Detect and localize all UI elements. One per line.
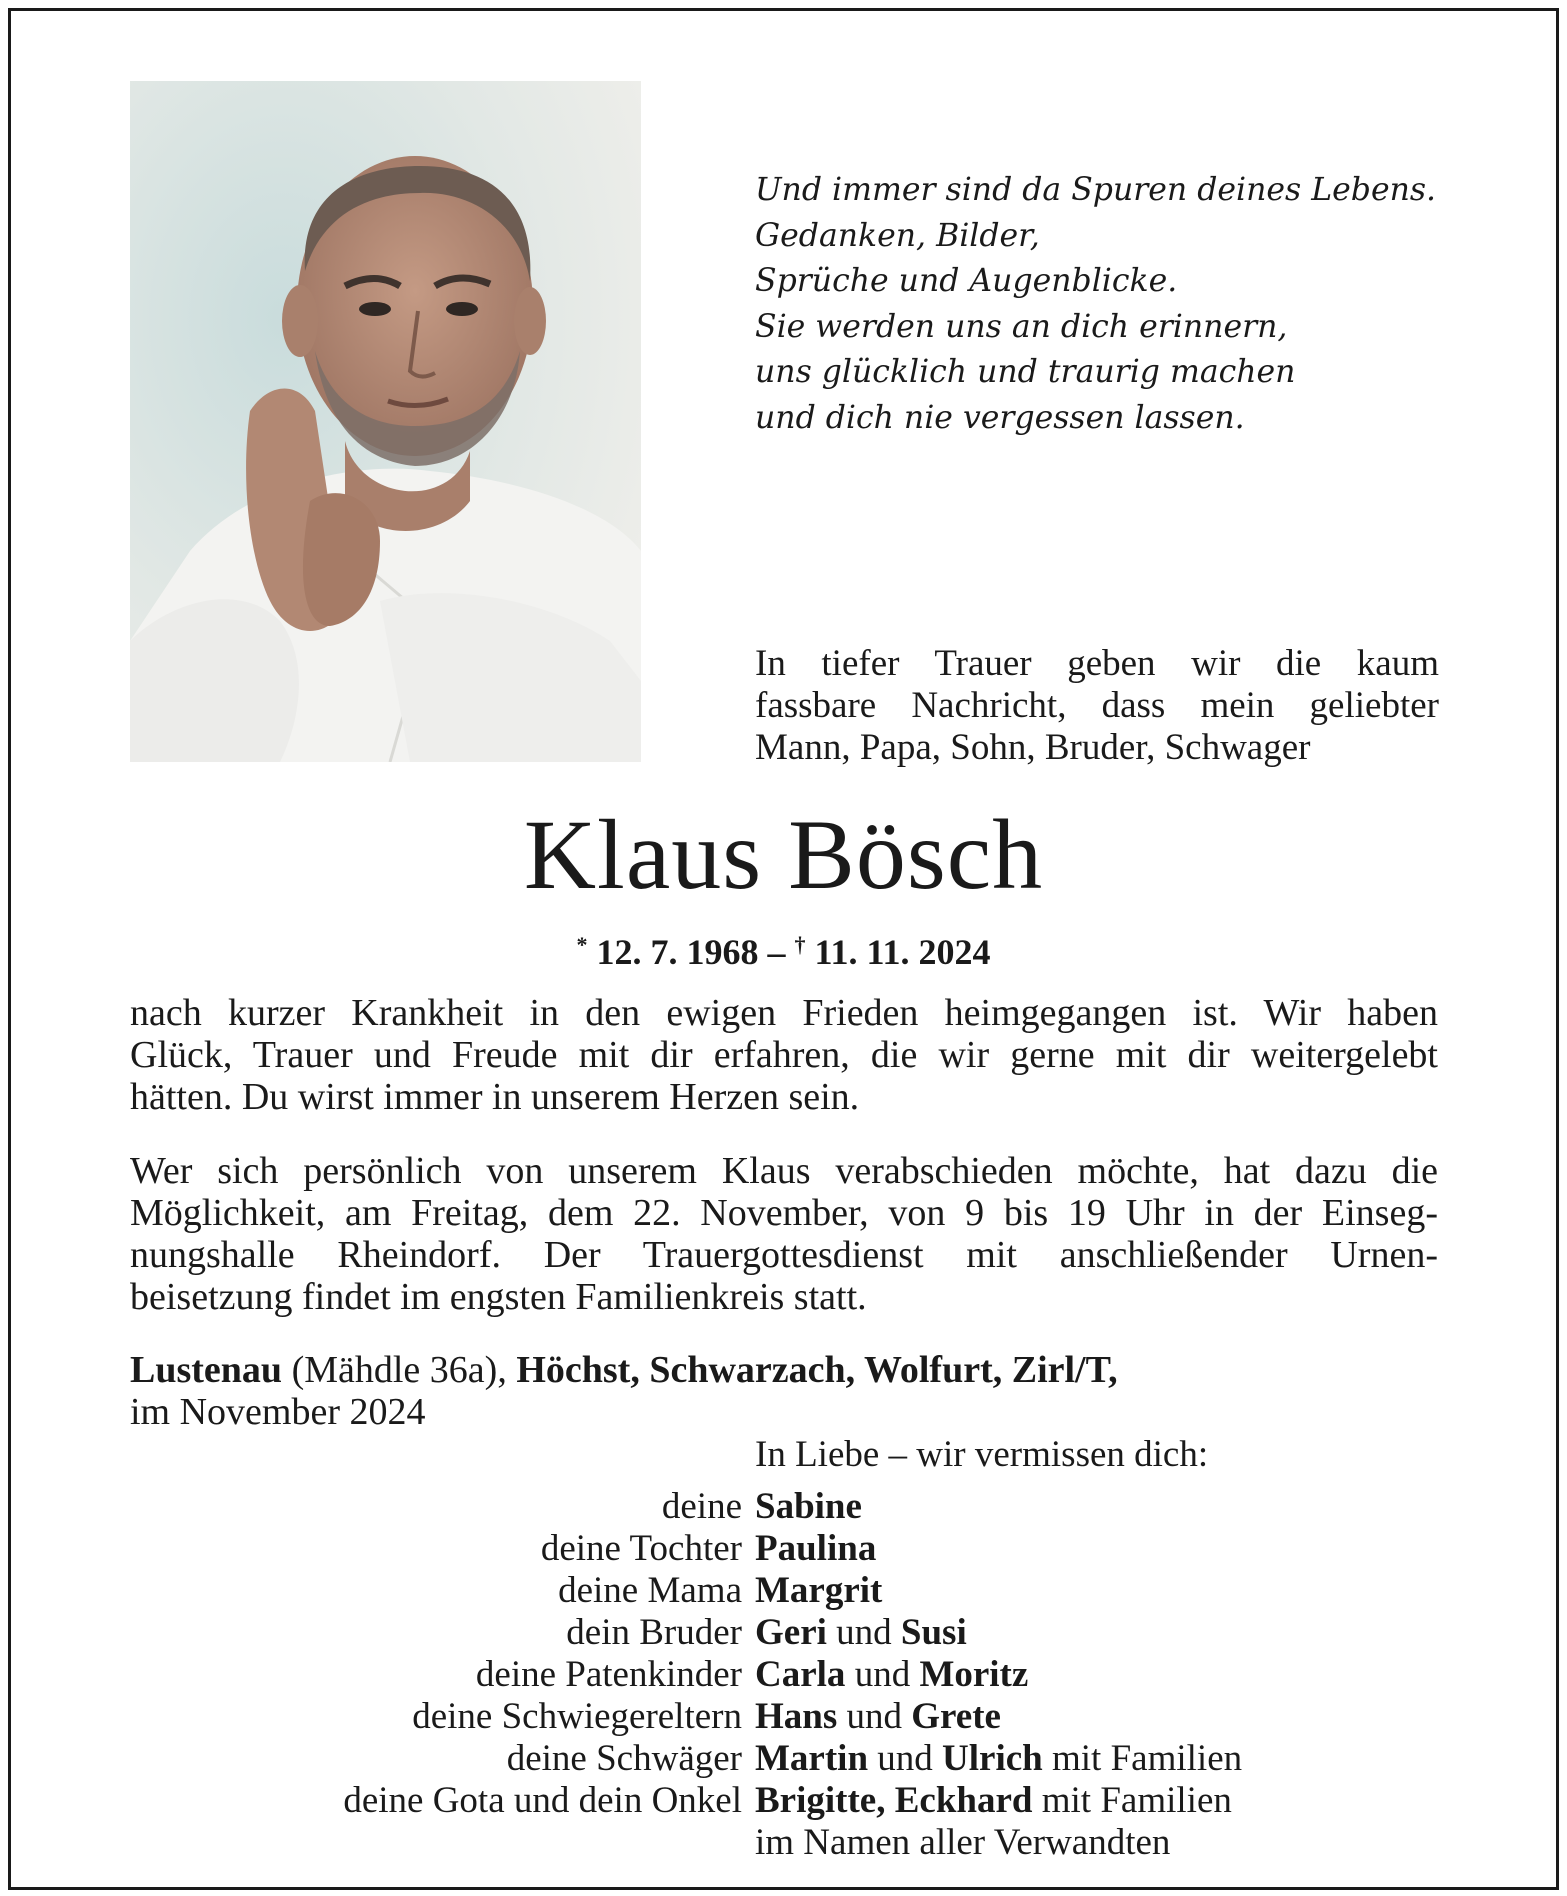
- mourner-row: [130, 1486, 1460, 1528]
- poem-line: und dich nie vergessen lassen.: [755, 399, 1245, 436]
- poem-line: Und immer sind da Spuren deines Lebens.: [755, 172, 1437, 208]
- birth-date: 12. 7. 1968: [596, 932, 759, 972]
- date-separator: –: [767, 932, 786, 972]
- mourner-relation: deine Gota und dein Onkel: [343, 1780, 742, 1821]
- paragraph-line: hätten. Du wirst immer in unserem Herzen sein.: [130, 1076, 860, 1118]
- mourners-list: [130, 1486, 1460, 1822]
- mourner-relation: deine Schwäger: [506, 1738, 742, 1779]
- mourner-connector: und: [868, 1738, 943, 1779]
- mourner-names: [755, 1486, 1460, 1528]
- mourner-relation: deine Mama: [558, 1570, 742, 1611]
- poem-line: Gedanken, Bilder,: [755, 217, 1040, 254]
- mourner-connector: mit Familien: [1032, 1780, 1232, 1821]
- mourner-row: [130, 1738, 1460, 1780]
- in-love-heading: In Liebe – wir vermissen dich:: [755, 1434, 1209, 1475]
- paragraph-line: Möglichkeit, am Freitag, dem 22. November, von 9 bis 19 Uhr in der Einseg-: [130, 1192, 1438, 1234]
- notice-date: im November 2024: [130, 1391, 426, 1433]
- place-others: Höchst, Schwarzach, Wolfurt, Zirl/T,: [516, 1349, 1118, 1391]
- paragraph-line: Glück, Trauer und Freude mit dir erfahren, die wir gerne mit dir weitergelebt: [130, 1034, 1438, 1076]
- place-address: (Mähdle 36a),: [291, 1349, 507, 1391]
- mourner-name: Carla: [755, 1654, 846, 1695]
- mourner-name: Paulina: [755, 1528, 877, 1569]
- mourner-relation: deine Patenkinder: [475, 1654, 742, 1695]
- closing-line: im Namen aller Verwandten: [755, 1822, 1171, 1863]
- poem-line: uns glücklich und traurig machen: [755, 354, 1296, 390]
- portrait-illustration: [130, 81, 641, 762]
- place-line: [130, 1349, 1438, 1391]
- mourner-name: Grete: [911, 1696, 1001, 1737]
- mourner-row: [130, 1570, 1460, 1612]
- mourner-row: [130, 1528, 1460, 1570]
- mourner-names: [755, 1570, 1460, 1612]
- birth-symbol: *: [576, 932, 588, 957]
- mourner-name: Margrit: [755, 1570, 883, 1611]
- mourner-row: [130, 1612, 1460, 1654]
- paragraph-line: nach kurzer Krankheit in den ewigen Frieden heimgegangen ist. Wir haben: [130, 992, 1438, 1034]
- mourner-name: Ulrich: [942, 1738, 1043, 1779]
- mourner-names: [755, 1780, 1460, 1822]
- mourner-names: [755, 1696, 1460, 1738]
- paragraph-line: beisetzung findet im engsten Familienkreis statt.: [130, 1276, 867, 1318]
- mourner-name: Geri: [755, 1612, 827, 1653]
- poem-line: Sprüche und Augenblicke.: [755, 263, 1178, 299]
- mourner-name: Martin: [755, 1738, 869, 1779]
- intro-line: Mann, Papa, Sohn, Bruder, Schwager: [755, 727, 1311, 768]
- portrait-photo: [130, 81, 641, 762]
- paragraph-line: Wer sich persönlich von unserem Klaus verabschieden möchte, hat dazu die: [130, 1150, 1438, 1192]
- place-and-date: [130, 1349, 1438, 1433]
- mourner-connector: und: [845, 1654, 920, 1695]
- intro-line: In tiefer Trauer geben wir die kaum: [755, 643, 1439, 684]
- mourner-row: [130, 1654, 1460, 1696]
- mourner-names: [755, 1738, 1460, 1780]
- mourner-relation: deine: [661, 1486, 742, 1527]
- mourner-relation: deine Tochter: [540, 1528, 742, 1569]
- mourner-name: Sabine: [755, 1486, 862, 1527]
- message-paragraph: [130, 992, 1438, 1118]
- mourner-connector: und: [826, 1612, 901, 1653]
- death-symbol: †: [794, 932, 806, 957]
- mourner-names: [755, 1528, 1460, 1570]
- mourner-name: Susi: [900, 1612, 967, 1653]
- death-date: 11. 11. 2024: [814, 932, 991, 972]
- mourner-connector: und: [837, 1696, 912, 1737]
- mourner-row: [130, 1696, 1460, 1738]
- life-dates: [0, 925, 1567, 972]
- farewell-paragraph: [130, 1150, 1438, 1318]
- intro-line: fassbare Nachricht, dass mein geliebter: [755, 685, 1439, 726]
- paragraph-line: nungshalle Rheindorf. Der Trauergottesdienst mit anschließender Urnen-: [130, 1234, 1438, 1276]
- mourner-row: [130, 1780, 1460, 1822]
- deceased-name: Klaus Bösch: [523, 799, 1044, 910]
- mourner-names: [755, 1612, 1460, 1654]
- poem: [755, 168, 1475, 441]
- mourner-name: Brigitte, Eckhard: [755, 1780, 1033, 1821]
- mourner-relation: dein Bruder: [566, 1612, 742, 1653]
- mourner-names: [755, 1654, 1460, 1696]
- intro-text: [755, 643, 1439, 769]
- place-town: Lustenau: [130, 1349, 283, 1391]
- mourner-name: Moritz: [919, 1654, 1029, 1695]
- mourner-connector: mit Familien: [1042, 1738, 1243, 1779]
- poem-line: Sie werden uns an dich erinnern,: [755, 308, 1288, 345]
- mourner-relation: deine Schwiegereltern: [412, 1696, 742, 1737]
- mourner-name: Hans: [755, 1696, 838, 1737]
